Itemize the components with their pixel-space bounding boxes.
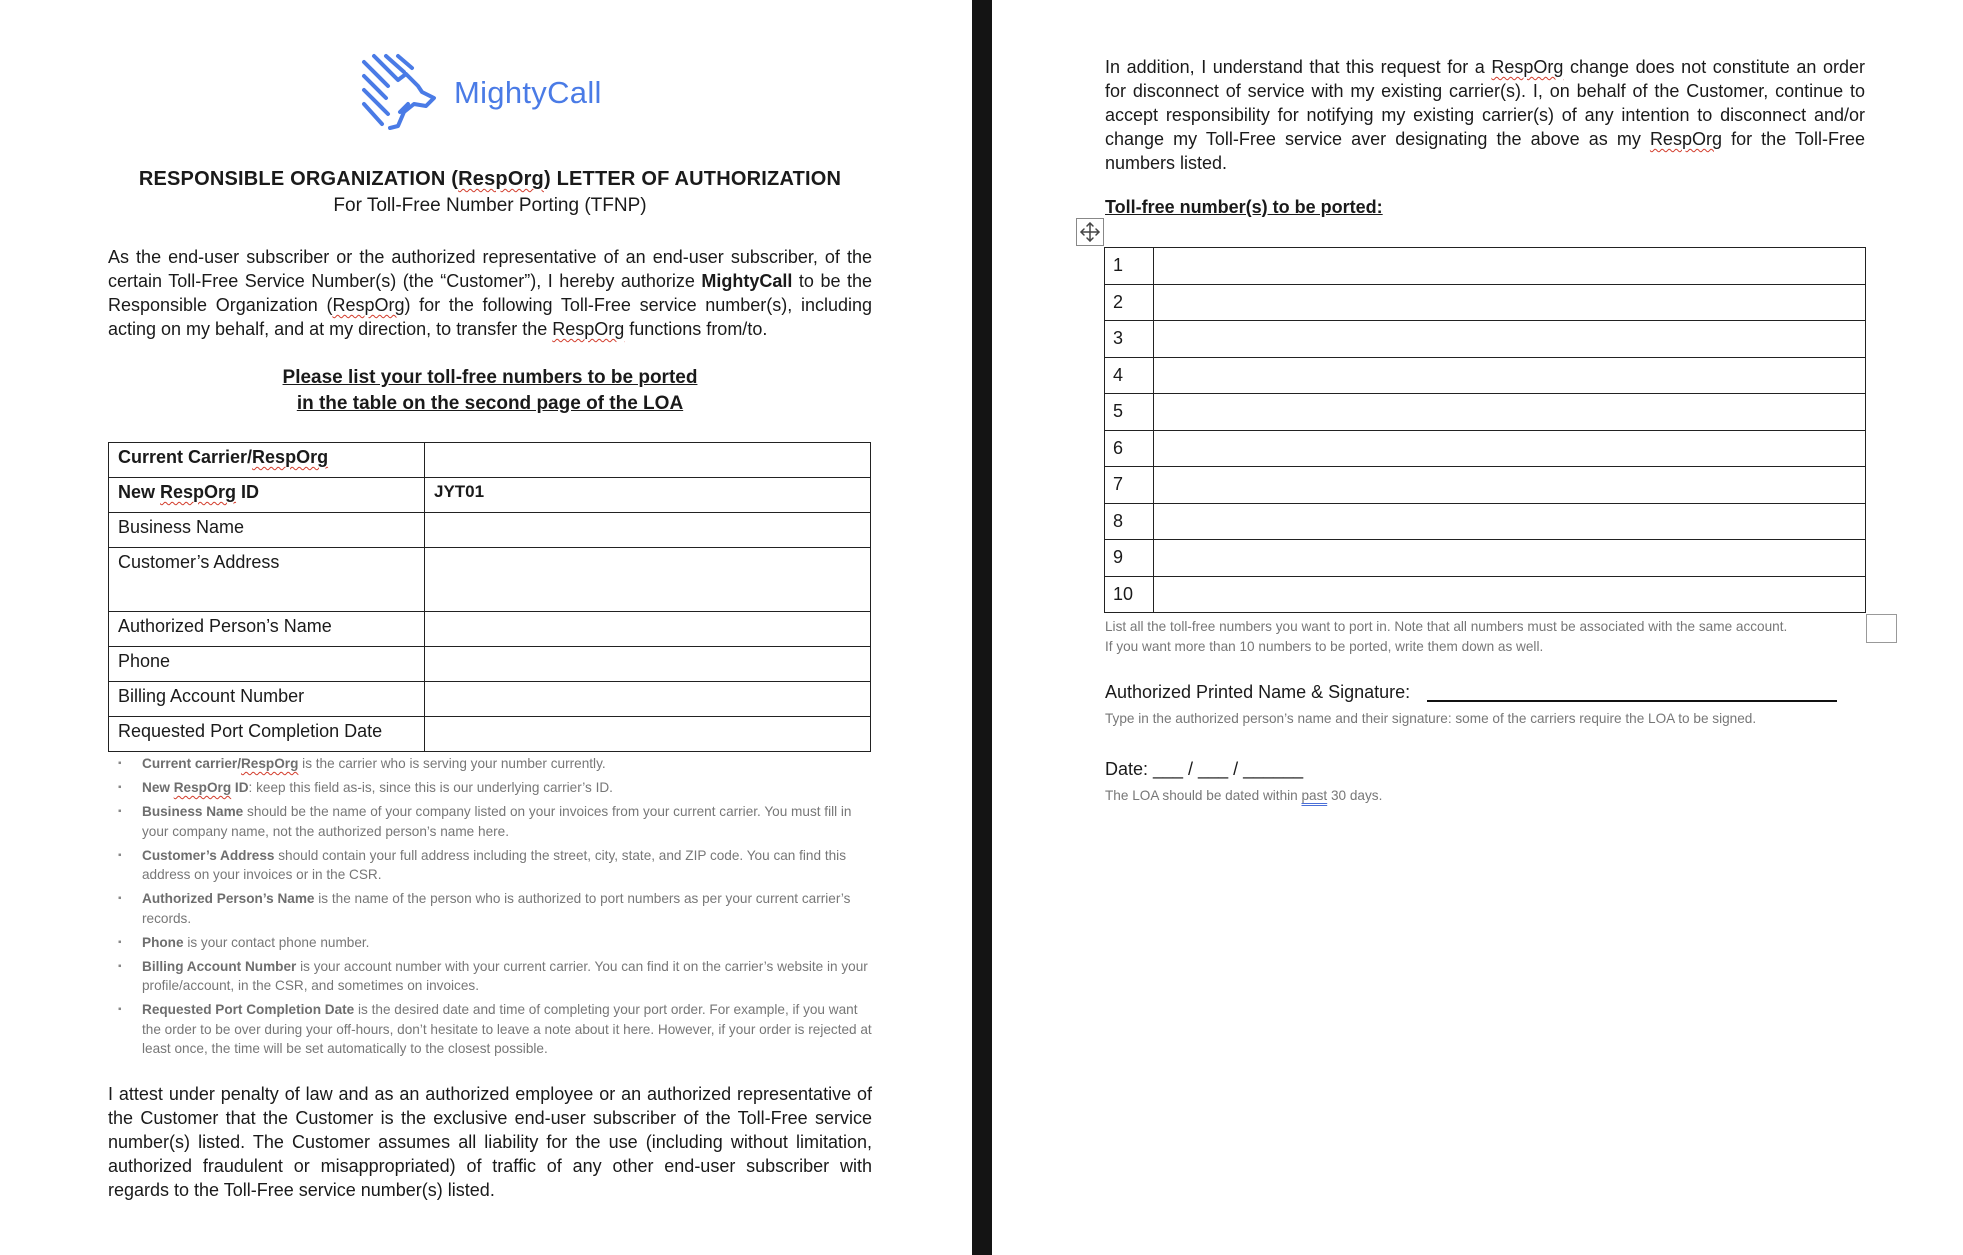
list-item: ▪ Billing Account Number is your account number with your current carrier. You can find it on the carrier’s website in your profile/account, in the CSR, and sometimes on invoices. <box>108 957 872 996</box>
table-row <box>109 548 871 612</box>
row-number: 7 <box>1105 467 1154 504</box>
date-field[interactable]: Date: ___ / ___ / ______ <box>1105 759 1304 779</box>
list-item: ▪ Phone is your contact phone number. <box>108 933 872 953</box>
toll-free-number-field[interactable] <box>1154 540 1866 577</box>
business-name-label: Business Name <box>109 513 425 548</box>
toll-free-number-field[interactable] <box>1154 248 1866 285</box>
toll-free-note-1: List all the toll-free numbers you want to port in. Note that all numbers must be associated with the same account. <box>1105 619 1788 634</box>
table-row <box>109 717 871 752</box>
table-move-handle-icon[interactable] <box>1076 218 1104 246</box>
toll-free-number-field[interactable] <box>1154 576 1866 613</box>
logo-wordmark: MightyCall <box>454 75 602 110</box>
list-item: ▪ Customer’s Address should contain your full address including the street, city, state, and ZIP code. You can find this address on your invoices or in the CSR. <box>108 846 872 885</box>
billing-account-label: Billing Account Number <box>109 682 425 717</box>
row-number: 5 <box>1105 394 1154 431</box>
toll-free-number-field[interactable] <box>1154 284 1866 321</box>
signature-label: Authorized Printed Name & Signature: <box>1105 682 1411 702</box>
table-resize-handle[interactable] <box>1866 614 1897 643</box>
page-gutter <box>972 0 992 1255</box>
table-row <box>109 682 871 717</box>
toll-free-number-field[interactable] <box>1154 467 1866 504</box>
list-item: ▪ Authorized Person’s Name is the name of the person who is authorized to port numbers as per your current carrier’s records. <box>108 889 872 928</box>
billing-account-field[interactable] <box>425 682 871 717</box>
list-item: ▪ Business Name should be the name of your company listed on your invoices from your current carrier. You must fill in your company name, not the authorized person’s name here. <box>108 802 872 841</box>
phone-field[interactable] <box>425 647 871 682</box>
row-number: 3 <box>1105 321 1154 358</box>
table-row <box>1105 394 1866 431</box>
row-number: 6 <box>1105 430 1154 467</box>
toll-free-number-field[interactable] <box>1154 430 1866 467</box>
row-number: 9 <box>1105 540 1154 577</box>
new-resporg-id-field[interactable]: JYT01 <box>425 478 871 513</box>
table-row <box>1105 540 1866 577</box>
table-row <box>1105 503 1866 540</box>
document-subtitle: For Toll-Free Number Porting (TFNP) <box>333 195 647 216</box>
list-item: ▪ Requested Port Completion Date is the desired date and time of completing your port order. For example, if you want the order to be over during your off-hours, don’t hesitate to leave a note about it here. However, if your order is rejected at least once, the time will be set automatically to the closest possible. <box>108 1000 872 1059</box>
port-date-field[interactable] <box>425 717 871 752</box>
loa-page-1 <box>0 0 972 1255</box>
table-row <box>1105 430 1866 467</box>
lion-logo-icon <box>358 52 440 134</box>
document-title: RESPONSIBLE ORGANIZATION (RespOrg) LETTER OF AUTHORIZATION <box>138 168 842 190</box>
toll-free-heading: Toll-free number(s) to be ported: <box>1105 197 1383 217</box>
attestation-paragraph: I attest under penalty of law and as an authorized employee or an authorized representative of the Customer that the Customer is the exclusive end-user subscriber of the Toll-Free service number(s) listed. The Customer assumes all liability for the use (including without limitation, authorized fraudulent or misappropriated) of traffic of any other end-user subscriber with regards to the Toll-Free service number(s) listed. <box>108 1084 872 1200</box>
authorized-name-field[interactable] <box>425 612 871 647</box>
toll-free-number-field[interactable] <box>1154 394 1866 431</box>
toll-free-note-2: If you want more than 10 numbers to be ported, write them down as well. <box>1105 639 1544 654</box>
table-row <box>1105 357 1866 394</box>
customer-address-label: Customer’s Address <box>109 548 425 612</box>
current-carrier-field[interactable] <box>425 443 871 478</box>
table-row <box>109 513 871 548</box>
signature-line[interactable] <box>1427 700 1837 702</box>
customer-address-field[interactable] <box>425 548 871 612</box>
date-note: The LOA should be dated within past 30 days. <box>1105 788 1383 803</box>
list-item: ▪ New RespOrg ID: keep this field as-is, since this is our underlying carrier’s ID. <box>108 778 872 798</box>
row-number: 1 <box>1105 248 1154 285</box>
authorized-name-label: Authorized Person’s Name <box>109 612 425 647</box>
business-name-field[interactable] <box>425 513 871 548</box>
field-notes-list <box>108 754 872 1063</box>
table-row <box>109 647 871 682</box>
current-carrier-label: Current Carrier/RespOrg <box>109 443 425 478</box>
row-number: 2 <box>1105 284 1154 321</box>
table-row <box>109 612 871 647</box>
customer-info-table <box>108 442 871 752</box>
table-row <box>1105 576 1866 613</box>
table-row <box>1105 321 1866 358</box>
instruction-line-1: Please list your toll-free numbers to be ported <box>282 367 698 388</box>
row-number: 8 <box>1105 503 1154 540</box>
toll-free-number-field[interactable] <box>1154 357 1866 394</box>
mightycall-logo <box>358 50 628 136</box>
toll-free-numbers-table <box>1104 247 1866 613</box>
intro-paragraph: As the end-user subscriber or the authorized representative of an end-user subscriber, of the certain Toll-Free Service Number(s) (the “Customer”), I hereby authorize MightyCall to be the Responsible Organization (RespOrg) for the following Toll-Free service number(s), including acting on my behalf, and at my direction, to transfer the RespOrg functions from/to. <box>108 247 872 339</box>
port-date-label: Requested Port Completion Date <box>109 717 425 752</box>
table-row <box>1105 467 1866 504</box>
row-number: 4 <box>1105 357 1154 394</box>
toll-free-number-field[interactable] <box>1154 503 1866 540</box>
table-row <box>1105 284 1866 321</box>
table-row <box>109 478 871 513</box>
addition-paragraph: In addition, I understand that this request for a RespOrg change does not constitute an order for disconnect of service with my existing carrier(s). I, on behalf of the Customer, continue to accept responsibility for notifying my existing carrier(s) of any intention to disconnect and/or change my Toll-Free service aver designating the above as my RespOrg for the Toll-Free numbers listed. <box>1105 57 1866 173</box>
table-row <box>1105 248 1866 285</box>
table-row <box>109 443 871 478</box>
new-resporg-id-label: New RespOrg ID <box>109 478 425 513</box>
signature-note: Type in the authorized person’s name and their signature: some of the carriers require the LOA to be signed. <box>1105 711 1757 726</box>
instruction-line-2: in the table on the second page of the LOA <box>296 393 684 414</box>
toll-free-number-field[interactable] <box>1154 321 1866 358</box>
list-item: ▪ Current carrier/RespOrg is the carrier who is serving your number currently. <box>108 754 872 774</box>
phone-label: Phone <box>109 647 425 682</box>
row-number: 10 <box>1105 576 1154 613</box>
